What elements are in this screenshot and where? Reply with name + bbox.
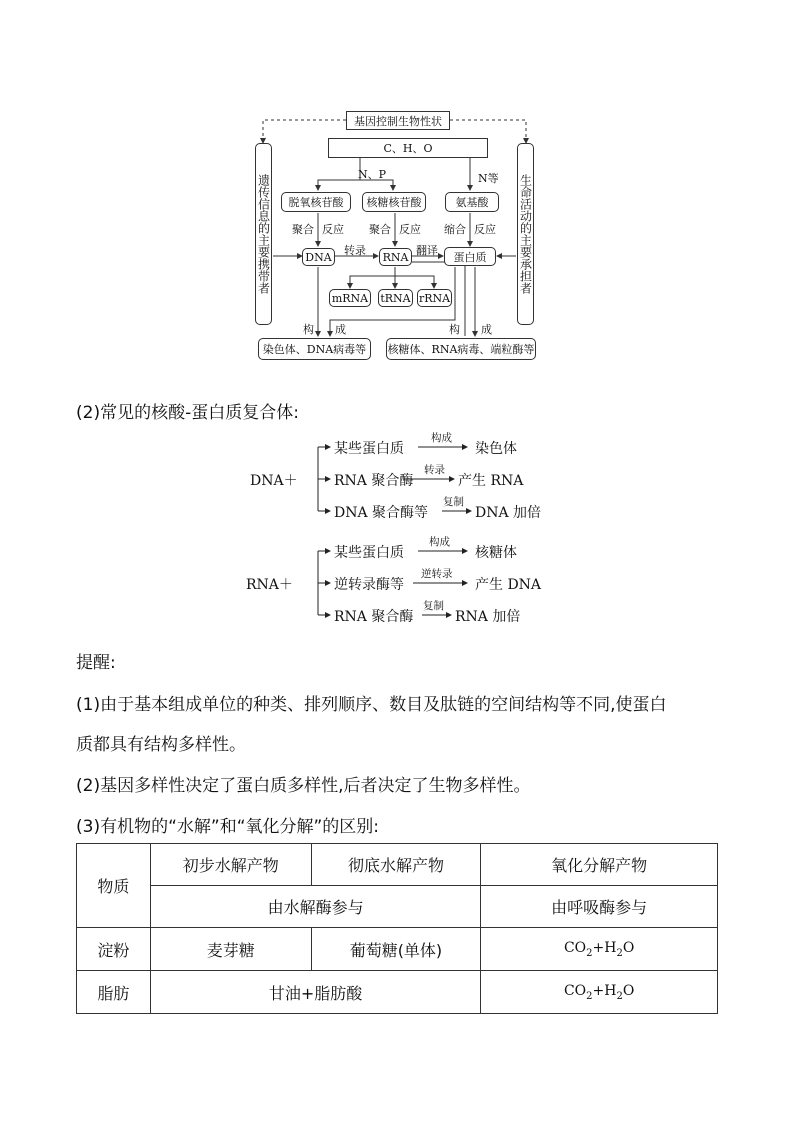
diagram-protein-box: 蛋白质 [444, 247, 496, 266]
diagram-cheng2-label: 成 [481, 323, 492, 336]
rna-row3-arrow-label: 复制 [423, 600, 444, 612]
rna-row2-arrow-label: 逆转录 [421, 568, 453, 580]
diagram-react3-label: 反应 [474, 223, 496, 236]
diagram-amino-box: 氨基酸 [445, 192, 499, 212]
dna-row2-b: 产生 RNA [458, 473, 524, 489]
diagram-react1-label: 反应 [322, 223, 344, 236]
dna-row2-a: RNA 聚合酶 [334, 473, 414, 489]
section2-title: (2)常见的核酸-蛋白质复合体: [76, 403, 299, 423]
dna-row2-arrow-label: 转录 [424, 464, 445, 476]
dna-complex-head: DNA＋ [250, 473, 298, 489]
diagram-mrna-box: mRNA [329, 289, 371, 307]
rna-row3-a: RNA 聚合酶 [334, 609, 414, 625]
reminder-heading: 提醒: [76, 653, 116, 673]
diagram-translate-label: 翻译 [416, 244, 438, 257]
header-oxidation-products: 氧化分解产物 [481, 844, 718, 886]
reminder-point3: (3)有机物的“水解”和“氧化分解”的区别: [76, 817, 380, 837]
diagram-react2-label: 反应 [399, 223, 421, 236]
diagram-left-side-box: 遗传信息的主要携带者 [255, 143, 272, 325]
cell-glycerol-fatty-acid: 甘油+脂肪酸 [150, 971, 480, 1014]
table-row [77, 886, 718, 928]
reminder-point1-line2: 质都具有结构多样性。 [76, 735, 246, 755]
diagram-rrna-box: rRNA [417, 289, 452, 307]
dna-row1-a: 某些蛋白质 [334, 441, 404, 457]
dna-row1-arrow-label: 构成 [431, 432, 452, 444]
diagram-right-side-box: 生命活动的主要承担者 [517, 143, 534, 325]
diagram-dna-box: DNA [302, 248, 335, 266]
cell-starch-oxidation: $CO_2+H_2O$ [481, 928, 718, 971]
cell-glucose: 葡萄糖(单体) [311, 928, 481, 971]
diagram-np-label: N、P [358, 168, 387, 181]
rna-row2-b: 产生 DNA [475, 577, 542, 593]
diagram-cond-label: 缩合 [444, 223, 466, 236]
table-row [77, 844, 718, 886]
diagram-rna-box: RNA [379, 248, 412, 266]
diagram-n-etc-label: N等 [478, 172, 499, 185]
table-row [77, 971, 718, 1014]
hydrolysis-comparison-table [76, 843, 718, 1014]
diagram-poly2-label: 聚合 [369, 223, 391, 236]
diagram-gou2-label: 构 [449, 323, 460, 336]
cell-fat: 脂肪 [77, 971, 151, 1014]
dna-row1-b: 染色体 [475, 441, 517, 457]
diagram-cho-box: C、H、O [328, 138, 488, 158]
diagram-ribo-box: 核糖核苷酸 [362, 192, 426, 212]
diagram-gou1-label: 构 [303, 323, 314, 336]
reminder-point2: (2)基因多样性决定了蛋白质多样性,后者决定了生物多样性。 [76, 776, 531, 796]
diagram-connectors [0, 0, 794, 380]
header-respiratory-enzyme: 由呼吸酶参与 [481, 886, 718, 928]
diagram-poly1-label: 聚合 [292, 223, 314, 236]
diagram-cheng1-label: 成 [335, 323, 346, 336]
header-initial-hydrolysis: 初步水解产物 [150, 844, 311, 886]
diagram-trna-box: tRNA [378, 289, 413, 307]
rna-complex-head: RNA＋ [246, 577, 293, 593]
rna-row1-arrow-label: 构成 [429, 536, 450, 548]
header-complete-hydrolysis: 彻底水解产物 [311, 844, 481, 886]
diagram-bottom-left-box: 染色体、DNA病毒等 [258, 338, 371, 360]
cell-maltose: 麦芽糖 [150, 928, 311, 971]
diagram-transcribe-label: 转录 [344, 244, 366, 257]
rna-row1-a: 某些蛋白质 [334, 545, 404, 561]
diagram-top-box: 基因控制生物性状 [346, 111, 450, 130]
cell-fat-oxidation: $CO_2+H_2O$ [481, 971, 718, 1014]
header-hydrolase: 由水解酶参与 [150, 886, 480, 928]
reminder-point1-line1: (1)由于基本组成单位的种类、排列顺序、数目及肽链的空间结构等不同,使蛋白 [76, 695, 667, 715]
dna-row3-b: DNA 加倍 [475, 505, 542, 521]
dna-row3-arrow-label: 复制 [443, 496, 464, 508]
header-substance: 物质 [77, 844, 151, 928]
rna-row1-b: 核糖体 [475, 545, 517, 561]
rna-row3-b: RNA 加倍 [455, 609, 521, 625]
cell-starch: 淀粉 [77, 928, 151, 971]
rna-row2-a: 逆转录酶等 [334, 577, 404, 593]
dna-row3-a: DNA 聚合酶等 [334, 505, 429, 521]
table-row [77, 928, 718, 971]
diagram-bottom-right-box: 核糖体、RNA病毒、端粒酶等 [386, 338, 536, 360]
diagram-deoxy-box: 脱氧核苷酸 [281, 192, 351, 212]
